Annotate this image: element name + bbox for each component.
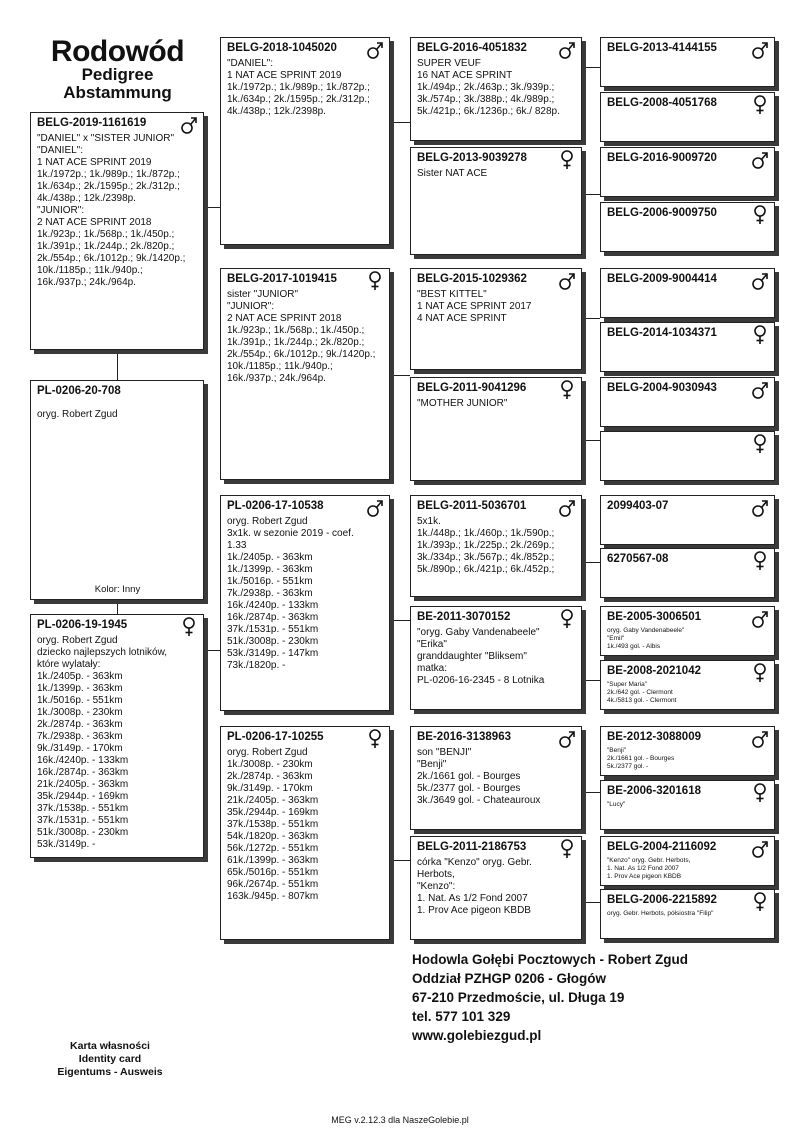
ring-number: BELG-2016-9009720 [607, 152, 717, 164]
female-symbol-icon [752, 783, 768, 803]
card-description: SUPER VEUF 16 NAT ACE SPRINT 1k./494p.; 2k./463p.; 3k./939p.; 3k./574p.; 3k./388p.; 4k./989p.; 5k./421p.; 6k./1236p.; 6k./ 828p. [417, 58, 560, 117]
pedigree-card-gen2 [220, 37, 390, 245]
pedigree-card-gen4 [600, 660, 775, 710]
female-symbol-icon [559, 839, 575, 859]
female-symbol-icon [559, 609, 575, 629]
card-description: oryg. Robert Zgud 1k./3008p. - 230km 2k./2874p. - 363km 9k./3149p. - 170km 21k./2405p. - 363km 35k./2944p. - 169km 37k./1538p. - 551km 54k./1820p. - 363km 56k./1272p. - 551km 61k./1399p. - 363km 65k./5016p. - 551km 96k./2674p. - 551km 163k./945p. - 807km [227, 747, 319, 902]
card-description: "Kenzo" oryg. Gebr. Herbots, 1. Nat. As 1/2 Fond 2007 1. Prov Ace pigeon KBDB [607, 857, 691, 880]
card-description [601, 221, 774, 223]
ring-number: PL-0206-17-10255 [227, 731, 324, 743]
pedigree-card-gen4 [600, 202, 775, 252]
card-description: "Lucy" [607, 801, 626, 808]
title-english: Pedigree [81, 65, 154, 84]
ring-number: PL-0206-20-708 [37, 385, 121, 397]
male-symbol-icon [367, 40, 383, 60]
ring-number: BELG-2011-9041296 [417, 382, 527, 394]
ring-number: BE-2005-3006501 [607, 611, 701, 623]
card-description [601, 56, 774, 58]
pedigree-card-gen4 [600, 268, 775, 318]
female-symbol-icon [752, 205, 768, 225]
male-symbol-icon [559, 498, 575, 518]
breeder-phone: tel. 577 101 329 [412, 1009, 511, 1024]
breeder-name: Hodowla Gołębi Pocztowych - Robert Zgud [412, 952, 688, 967]
ring-number: BELG-2018-1045020 [227, 42, 337, 54]
ring-number: BE-2016-3138963 [417, 731, 511, 743]
ring-number: BELG-2013-4144155 [607, 42, 717, 54]
pedigree-card-gen4 [600, 37, 775, 87]
pedigree-card-gen4 [600, 726, 775, 776]
pedigree-card-gen2 [220, 726, 390, 940]
card-description: córka "Kenzo" oryg. Gebr. Herbots, "Kenzo": 1. Nat. As 1/2 Fond 2007 1. Prov Ace pigeon KBDB [417, 857, 532, 916]
male-symbol-icon [181, 115, 197, 135]
identity-card-en: Identity card [78, 1053, 142, 1065]
card-description [601, 567, 774, 569]
card-description [601, 111, 774, 113]
pedigree-card-sibling [30, 380, 204, 600]
footer-credit: MEG v.2.12.3 dla NaszeGolebie.pl [331, 1115, 469, 1125]
pedigree-card-gen3 [410, 606, 582, 710]
ring-number: BELG-2006-9009750 [607, 207, 717, 219]
ring-number: BELG-2013-9039278 [417, 152, 527, 164]
card-description: Sister NAT ACE [417, 168, 488, 179]
pedigree-card-gen4 [600, 836, 775, 886]
identity-card-label [20, 1040, 200, 1079]
pedigree-card-gen3 [410, 836, 582, 940]
identity-card-de: Eigentums - Ausweis [57, 1066, 163, 1078]
male-symbol-icon [752, 271, 768, 291]
card-description [601, 396, 774, 398]
card-description: oryg. Gebr. Herbots, półsiostra "Filip" [607, 910, 714, 917]
ring-number: BE-2011-3070152 [417, 611, 511, 623]
female-symbol-icon [752, 892, 768, 912]
pedigree-card-gen4 [600, 147, 775, 197]
card-description: oryg. Gaby Vandenabeele" "Emil" 1k./493 gol. - Albis [607, 627, 685, 650]
card-description: "BEST KITTEL" 1 NAT ACE SPRINT 2017 4 NAT ACE SPRINT [417, 289, 532, 324]
ring-number: BE-2006-3201618 [607, 785, 701, 797]
pedigree-card-gen4 [600, 495, 775, 545]
pedigree-card-gen4 [600, 780, 775, 830]
ring-number: BE-2012-3088009 [607, 731, 701, 743]
card-description: "DANIEL": 1 NAT ACE SPRINT 2019 1k./1972p.; 1k./989p.; 1k./872p.; 1k./634p.; 2k./1595p.; 2k./312p.; 4k./438p.; 12k./2398p. [227, 58, 370, 117]
ring-number: BELG-2015-1029362 [417, 273, 527, 285]
card-description: oryg. Robert Zgud dziecko najlepszych lotników, które wylatały: 1k./2405p. - 363km 1k./1399p. - 363km 1k./5016p. - 551km 1k./3008p. - 230km 2k./2874p. - 363km 7k./2938p. - 363km 9k./3149p. - 170km 16k./4240p. - 133km 16k./2874p. - 363km 21k./2405p. - 363km 35k./2944p. - 169km 37k./1538p. - 551km 37k./1531p. - 551km 51k./3008p. - 230km 53k./3149p. - [37, 635, 168, 850]
pedigree-card-gen4 [600, 377, 775, 427]
color-label: Kolor: Inny [94, 584, 141, 595]
pedigree-card-gen4 [600, 548, 775, 598]
pedigree-card-gen3 [410, 377, 582, 481]
card-description: oryg. Robert Zgud [37, 409, 118, 420]
female-symbol-icon [752, 434, 768, 454]
card-description: "Super Maria" 2k./642 gol. - Clermont 4k./5813 gol. - Clermont [607, 681, 677, 704]
female-symbol-icon [559, 380, 575, 400]
pedigree-card-gen4 [600, 889, 775, 939]
card-description [601, 341, 774, 343]
card-description: "MOTHER JUNIOR" [417, 398, 508, 409]
female-symbol-icon [752, 325, 768, 345]
breeder-info [412, 950, 688, 1045]
pedigree-card-gen2 [220, 268, 390, 480]
male-symbol-icon [752, 40, 768, 60]
card-description: 5x1k. 1k./448p.; 1k./460p.; 1k./590p.; 1k./393p.; 1k./225p.; 2k./269p.; 3k./334p.; 3k./567p.; 4k./852p.; 5k./890p.; 6k./421p.; 6k./452p.; [417, 516, 555, 575]
card-description: son "BENJI" "Benji" 2k./1661 gol. - Bourges 5k./2377 gol. - Bourges 3k./3649 gol. - Chateauroux [417, 747, 541, 806]
title-main: Rodowód [50, 35, 185, 68]
card-description: "oryg. Gaby Vandenabeele" "Erika" granddaughter "Bliksem" matka: PL-0206-16-2345 - 8 Lotnika [417, 627, 545, 686]
female-symbol-icon [752, 663, 768, 683]
pedigree-card-subject [30, 112, 204, 350]
ring-number: PL-0206-19-1945 [37, 619, 128, 631]
pedigree-card-gen3 [410, 37, 582, 141]
card-description: oryg. Robert Zgud 3x1k. w sezonie 2019 - coef. 1.33 1k./2405p. - 363km 1k./1399p. - 363km 1k./5016p. - 551km 7k./2938p. - 363km 16k./4240p. - 133km 16k./2874p. - 363km 37k./1531p. - 551km 51k./3008p. - 230km 53k./3149p. - 147km 73k./1820p. - [227, 516, 354, 671]
male-symbol-icon [559, 271, 575, 291]
card-description [601, 287, 774, 289]
male-symbol-icon [752, 729, 768, 749]
ring-number: BELG-2011-5036701 [417, 500, 527, 512]
ring-number: BELG-2006-2215892 [607, 894, 717, 906]
ring-number: BELG-2004-2116092 [607, 841, 717, 853]
card-description [601, 514, 774, 516]
card-description [601, 438, 774, 440]
ring-number: 2099403-07 [607, 500, 669, 512]
male-symbol-icon [752, 839, 768, 859]
card-description: "DANIEL" x "SISTER JUNIOR" "DANIEL": 1 NAT ACE SPRINT 2019 1k./1972p.; 1k./989p.; 1k./872p.; 1k./634p.; 2k./1595p.; 2k./312p.; 4k./438p.; 12k./2398p. "JUNIOR": 2 NAT ACE SPRINT 2018 1k./923p.; 1k./568p.; 1k./450p.; 1k./391p.; 1k./244p.; 2k./820p.; 2k./554p.; 6k./1012p.; 9k./1420p.; 10k./1185p.; 11k./940p.; 16k./937p.; 24k./964p. [37, 133, 186, 288]
pedigree-card-gen3 [410, 495, 582, 597]
pedigree-card-gen4 [600, 92, 775, 142]
male-symbol-icon [752, 380, 768, 400]
male-symbol-icon [559, 729, 575, 749]
female-symbol-icon [181, 617, 197, 637]
pedigree-card-gen2 [220, 495, 390, 711]
breeder-address: 67-210 Przedmoście, ul. Długa 19 [412, 990, 625, 1005]
male-symbol-icon [752, 498, 768, 518]
title-german: Abstammung [63, 83, 172, 102]
ring-number: BELG-2011-2186753 [417, 841, 527, 853]
pedigree-card-gen4 [600, 322, 775, 372]
male-symbol-icon [752, 150, 768, 170]
breeder-section: Oddział PZHGP 0206 - Głogów [412, 971, 607, 986]
breeder-website: www.golebiezgud.pl [412, 1028, 542, 1043]
female-symbol-icon [559, 150, 575, 170]
card-description: sister "JUNIOR" "JUNIOR": 2 NAT ACE SPRINT 2018 1k./923p.; 1k./568p.; 1k./450p.; 1k./391p.; 1k./244p.; 2k./820p.; 2k./554p.; 6k./1012p.; 9k./1420p.; 10k./1185p.; 11k./940p.; 16k./937p.; 24k./964p. [227, 289, 376, 384]
ring-number: BELG-2014-1034371 [607, 327, 717, 339]
card-description [601, 166, 774, 168]
pedigree-card-gen3 [410, 147, 582, 255]
ring-number: BELG-2016-4051832 [417, 42, 527, 54]
ring-number: BE-2008-2021042 [607, 665, 701, 677]
card-description: "Benji" 2k./1661 gol. - Bourges 5k./2377 gol. - [607, 747, 675, 770]
ring-number: BELG-2009-9004414 [607, 273, 717, 285]
identity-card-pl: Karta własności [70, 1040, 150, 1052]
female-symbol-icon [367, 271, 383, 291]
pedigree-card-dam-side [30, 614, 204, 858]
male-symbol-icon [752, 609, 768, 629]
ring-number: BELG-2017-1019415 [227, 273, 337, 285]
ring-number: BELG-2008-4051768 [607, 97, 717, 109]
female-symbol-icon [752, 551, 768, 571]
male-symbol-icon [559, 40, 575, 60]
ring-number: PL-0206-17-10538 [227, 500, 324, 512]
male-symbol-icon [367, 498, 383, 518]
pedigree-card-gen4 [600, 606, 775, 656]
ring-number: 6270567-08 [607, 553, 669, 565]
pedigree-card-gen3 [410, 268, 582, 370]
ring-number: BELG-2004-9030943 [607, 382, 717, 394]
ring-number: BELG-2019-1161619 [37, 117, 147, 129]
pedigree-card-gen3 [410, 726, 582, 830]
female-symbol-icon [752, 95, 768, 115]
female-symbol-icon [367, 729, 383, 749]
pedigree-card-gen4 [600, 431, 775, 481]
